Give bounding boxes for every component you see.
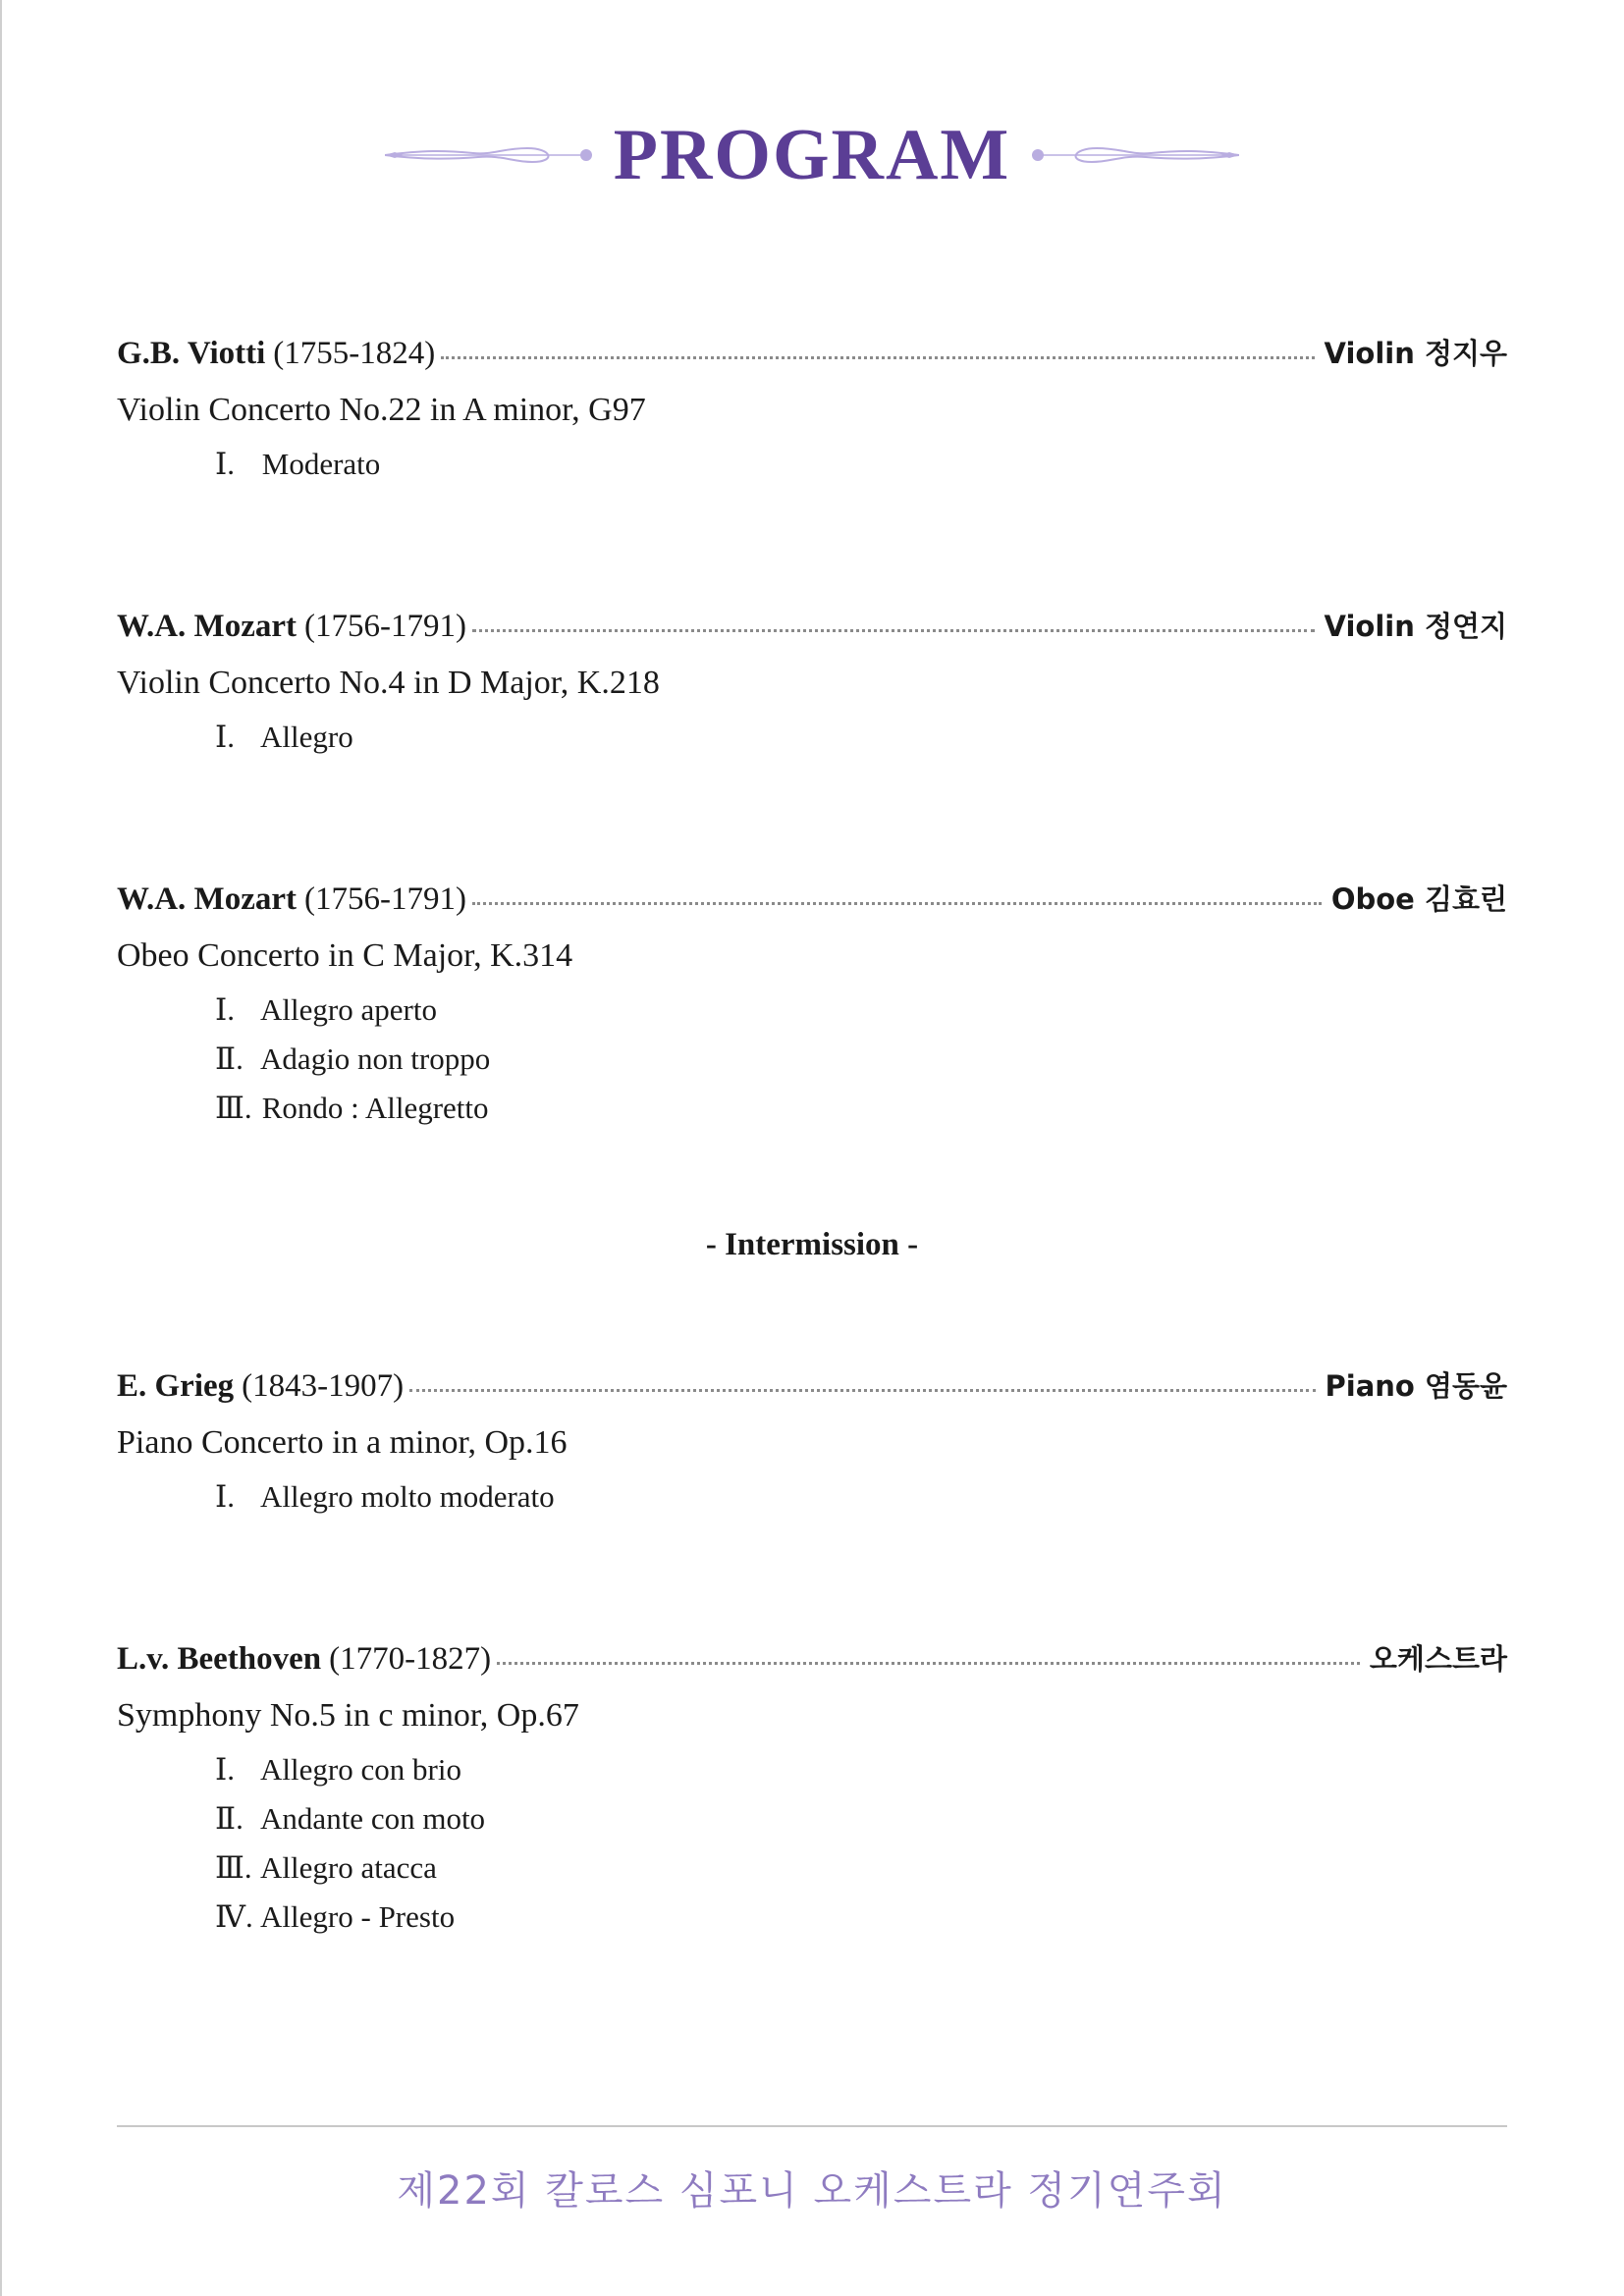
composer-years: (1756-1791) bbox=[303, 881, 466, 917]
movement-number: Ⅰ. bbox=[215, 992, 235, 1027]
movement-list bbox=[215, 440, 1507, 489]
composer-years: (1756-1791) bbox=[303, 609, 466, 644]
program-piece bbox=[117, 870, 1507, 1133]
movement-list bbox=[215, 713, 1507, 762]
footer-divider bbox=[117, 2125, 1507, 2127]
performer: Violin 정연지 bbox=[1324, 610, 1507, 643]
dot-leader bbox=[441, 356, 1314, 359]
movement-title: Rondo : Allegretto bbox=[261, 1091, 489, 1125]
performer: Oboe 김효린 bbox=[1330, 882, 1507, 916]
movement-item bbox=[215, 1843, 1507, 1893]
movement-item bbox=[215, 440, 1507, 489]
work-title: Symphony No.5 in c minor, Op.67 bbox=[117, 1697, 579, 1734]
movement-item bbox=[215, 986, 1507, 1035]
composer-name: W.A. Mozart bbox=[117, 609, 297, 644]
movement-number: Ⅰ. bbox=[215, 1479, 235, 1514]
movement-title: Allegro aperto bbox=[260, 992, 437, 1027]
program-piece bbox=[117, 1357, 1507, 1522]
movement-number: Ⅱ. bbox=[215, 1801, 244, 1836]
program-header bbox=[0, 106, 1624, 204]
movement-number: Ⅱ. bbox=[215, 1041, 244, 1076]
movement-title: Allegro molto moderato bbox=[260, 1479, 555, 1514]
composer-years: (1755-1824) bbox=[273, 336, 436, 371]
movement-title: Allegro bbox=[260, 720, 353, 754]
program-piece bbox=[117, 597, 1507, 762]
piece-header bbox=[117, 324, 1507, 383]
program-list bbox=[117, 324, 1507, 1942]
movement-item bbox=[215, 713, 1507, 762]
movement-item bbox=[215, 1893, 1507, 1942]
composer-name: E. Grieg bbox=[117, 1368, 235, 1404]
movement-item bbox=[215, 1745, 1507, 1794]
work-title: Piano Concerto in a minor, Op.16 bbox=[117, 1424, 568, 1461]
movement-number: Ⅲ. bbox=[215, 1850, 252, 1885]
dot-leader bbox=[472, 629, 1315, 632]
movement-title: Moderato bbox=[261, 447, 381, 481]
movement-title: Allegro con brio bbox=[260, 1752, 461, 1787]
movement-list bbox=[215, 1745, 1507, 1942]
piece-header bbox=[117, 1357, 1507, 1415]
program-piece bbox=[117, 324, 1507, 489]
footer-text: 제22회 칼로스 심포니 오케스트라 정기연주회 bbox=[397, 2168, 1227, 2214]
intermission-label: - Intermission - bbox=[705, 1227, 919, 1262]
work-title: Violin Concerto No.22 in A minor, G97 bbox=[117, 392, 646, 428]
composer-name: L.v. Beethoven bbox=[117, 1641, 322, 1677]
page-edge-line bbox=[0, 0, 2, 2296]
movement-title: Andante con moto bbox=[260, 1801, 486, 1836]
composer-name: W.A. Mozart bbox=[117, 881, 297, 917]
page-title: PROGRAM bbox=[613, 115, 1011, 195]
movement-number: Ⅰ. bbox=[215, 447, 235, 481]
performer: Violin 정지우 bbox=[1324, 337, 1507, 370]
movement-item bbox=[215, 1084, 1507, 1133]
composer-years: (1843-1907) bbox=[242, 1368, 405, 1404]
movement-number: Ⅳ. bbox=[215, 1899, 253, 1934]
movement-number: Ⅰ. bbox=[215, 1752, 235, 1787]
movement-list bbox=[215, 986, 1507, 1133]
performer: Piano 염동윤 bbox=[1325, 1369, 1507, 1403]
dot-leader bbox=[497, 1662, 1360, 1665]
movement-title: Allegro - Presto bbox=[260, 1899, 456, 1934]
movement-item bbox=[215, 1472, 1507, 1522]
left-flourish-icon bbox=[385, 140, 596, 170]
dot-leader bbox=[409, 1389, 1315, 1392]
piece-header bbox=[117, 1629, 1507, 1688]
movement-item bbox=[215, 1794, 1507, 1843]
piece-header bbox=[117, 597, 1507, 656]
dot-leader bbox=[472, 902, 1322, 905]
program-piece bbox=[117, 1629, 1507, 1942]
work-title: Obeo Concerto in C Major, K.314 bbox=[117, 937, 573, 974]
performer: 오케스트라 bbox=[1369, 1642, 1507, 1676]
movement-title: Allegro atacca bbox=[260, 1850, 437, 1885]
movement-number: Ⅲ. bbox=[215, 1091, 252, 1125]
movement-item bbox=[215, 1035, 1507, 1084]
movement-title: Adagio non troppo bbox=[260, 1041, 491, 1076]
movement-number: Ⅰ. bbox=[215, 720, 235, 754]
composer-years: (1770-1827) bbox=[329, 1641, 492, 1677]
piece-header bbox=[117, 870, 1507, 929]
work-title: Violin Concerto No.4 in D Major, K.218 bbox=[117, 665, 660, 701]
composer-name: G.B. Viotti bbox=[117, 336, 266, 371]
right-flourish-icon bbox=[1028, 140, 1239, 170]
movement-list bbox=[215, 1472, 1507, 1522]
